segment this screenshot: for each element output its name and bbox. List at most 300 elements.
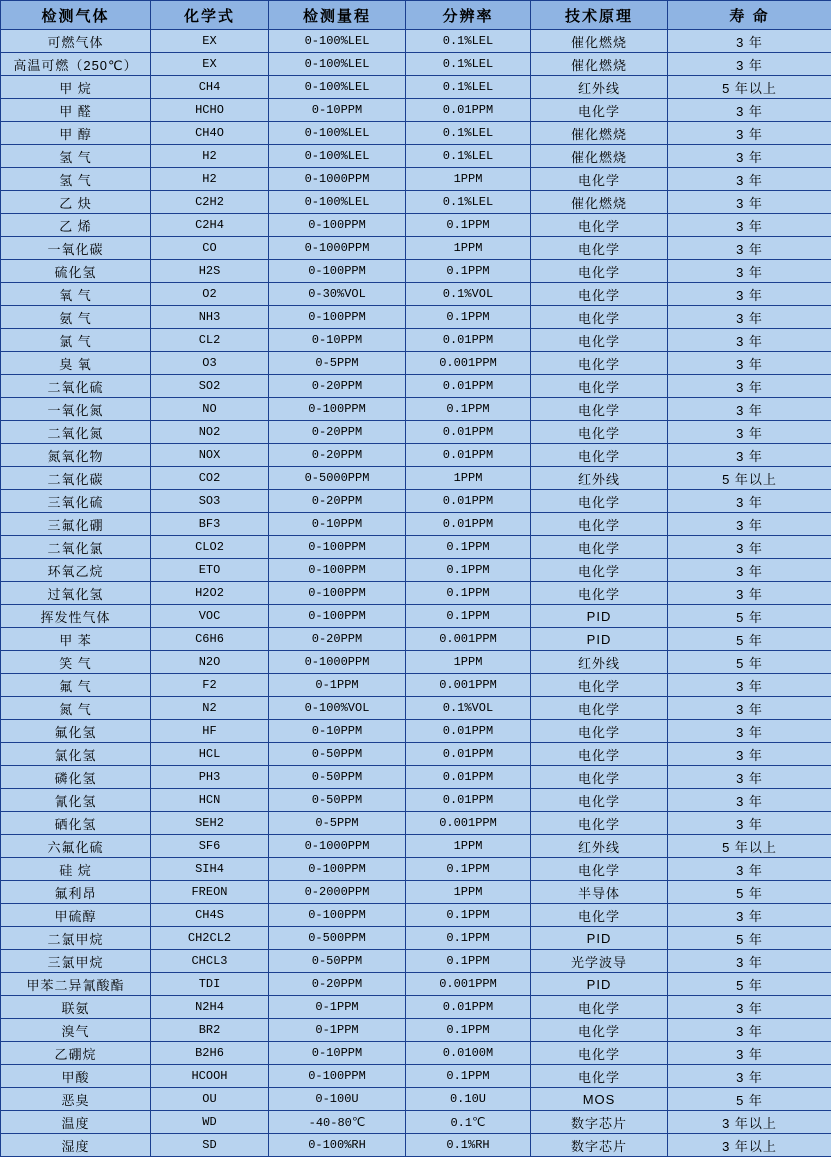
table-cell: HCOOH: [151, 1065, 269, 1088]
table-cell: C2H4: [151, 214, 269, 237]
table-cell: F2: [151, 674, 269, 697]
table-cell: 氢 气: [1, 145, 151, 168]
table-cell: 3 年: [668, 283, 831, 306]
table-cell: 5 年: [668, 927, 831, 950]
table-cell: 乙硼烷: [1, 1042, 151, 1065]
table-cell: 3 年: [668, 444, 831, 467]
table-cell: 3 年: [668, 30, 831, 53]
table-cell: 0-1PPM: [269, 996, 406, 1019]
table-cell: 0-2000PPM: [269, 881, 406, 904]
table-cell: 氧 气: [1, 283, 151, 306]
table-cell: 0-30%VOL: [269, 283, 406, 306]
table-cell: 0-1PPM: [269, 1019, 406, 1042]
table-cell: NH3: [151, 306, 269, 329]
table-cell: 5 年: [668, 605, 831, 628]
table-cell: 0.01PPM: [406, 513, 531, 536]
table-row: [1, 260, 831, 283]
table-cell: 光学波导: [531, 950, 668, 973]
table-cell: 0.1PPM: [406, 559, 531, 582]
table-cell: 0-10PPM: [269, 513, 406, 536]
table-cell: 电化学: [531, 398, 668, 421]
table-cell: 0-100PPM: [269, 214, 406, 237]
table-cell: 硅 烷: [1, 858, 151, 881]
table-cell: 0-10PPM: [269, 720, 406, 743]
table-cell: 0.01PPM: [406, 996, 531, 1019]
table-row: [1, 352, 831, 375]
table-row: [1, 743, 831, 766]
table-cell: CL2: [151, 329, 269, 352]
table-cell: 0-100PPM: [269, 582, 406, 605]
table-row: [1, 145, 831, 168]
table-cell: 氰化氢: [1, 789, 151, 812]
table-row: [1, 789, 831, 812]
table-row: [1, 214, 831, 237]
column-header-resolution: 分辨率: [406, 1, 531, 30]
table-cell: 0-100PPM: [269, 858, 406, 881]
table-cell: 甲酸: [1, 1065, 151, 1088]
table-cell: WD: [151, 1111, 269, 1134]
table-cell: 3 年以上: [668, 1134, 831, 1157]
table-cell: 3 年: [668, 559, 831, 582]
table-cell: 电化学: [531, 237, 668, 260]
table-cell: 电化学: [531, 858, 668, 881]
table-cell: 3 年: [668, 1019, 831, 1042]
table-cell: 氟利昂: [1, 881, 151, 904]
table-cell: 0.1PPM: [406, 1065, 531, 1088]
column-header-gas: 检测气体: [1, 1, 151, 30]
table-cell: 0-100%LEL: [269, 30, 406, 53]
table-cell: 0-1PPM: [269, 674, 406, 697]
table-cell: CO2: [151, 467, 269, 490]
table-row: [1, 306, 831, 329]
table-cell: -40-80℃: [269, 1111, 406, 1134]
table-cell: 0.1%VOL: [406, 283, 531, 306]
table-row: [1, 720, 831, 743]
table-row: [1, 329, 831, 352]
table-cell: 0-1000PPM: [269, 168, 406, 191]
table-cell: 电化学: [531, 260, 668, 283]
table-cell: 氮 气: [1, 697, 151, 720]
table-cell: 0.001PPM: [406, 674, 531, 697]
table-cell: 三氟化硼: [1, 513, 151, 536]
table-cell: 5 年以上: [668, 835, 831, 858]
table-cell: 催化燃烧: [531, 30, 668, 53]
table-cell: MOS: [531, 1088, 668, 1111]
table-cell: 0.1%LEL: [406, 76, 531, 99]
table-cell: 0-20PPM: [269, 490, 406, 513]
table-cell: 0-100PPM: [269, 605, 406, 628]
table-cell: 0.1PPM: [406, 260, 531, 283]
table-cell: PID: [531, 973, 668, 996]
table-cell: 0-20PPM: [269, 628, 406, 651]
table-cell: 0-100PPM: [269, 398, 406, 421]
table-cell: 半导体: [531, 881, 668, 904]
table-cell: CH2CL2: [151, 927, 269, 950]
table-cell: VOC: [151, 605, 269, 628]
table-cell: 0.1PPM: [406, 950, 531, 973]
table-row: [1, 858, 831, 881]
table-cell: 0.10U: [406, 1088, 531, 1111]
table-row: [1, 559, 831, 582]
table-cell: 氯化氢: [1, 743, 151, 766]
table-cell: 0-1000PPM: [269, 651, 406, 674]
table-row: [1, 1065, 831, 1088]
table-row: [1, 99, 831, 122]
table-cell: 0.01PPM: [406, 99, 531, 122]
table-cell: 3 年: [668, 513, 831, 536]
table-cell: 3 年: [668, 996, 831, 1019]
table-cell: 乙 炔: [1, 191, 151, 214]
table-cell: 0-100%LEL: [269, 122, 406, 145]
table-cell: CH4S: [151, 904, 269, 927]
table-cell: 0-100%VOL: [269, 697, 406, 720]
table-cell: 甲 醇: [1, 122, 151, 145]
table-cell: 0-100%LEL: [269, 53, 406, 76]
table-cell: 5 年: [668, 973, 831, 996]
table-cell: EX: [151, 30, 269, 53]
table-row: [1, 513, 831, 536]
table-cell: 0-100U: [269, 1088, 406, 1111]
table-cell: SO3: [151, 490, 269, 513]
table-cell: 三氯甲烷: [1, 950, 151, 973]
table-cell: 数字芯片: [531, 1134, 668, 1157]
table-cell: O2: [151, 283, 269, 306]
table-cell: 3 年: [668, 260, 831, 283]
table-cell: 3 年: [668, 214, 831, 237]
table-row: [1, 421, 831, 444]
table-row: [1, 1019, 831, 1042]
table-cell: 0-100PPM: [269, 260, 406, 283]
table-cell: 电化学: [531, 743, 668, 766]
table-cell: 0.001PPM: [406, 812, 531, 835]
table-cell: 3 年: [668, 812, 831, 835]
table-cell: 电化学: [531, 352, 668, 375]
table-cell: 氮氧化物: [1, 444, 151, 467]
table-cell: SO2: [151, 375, 269, 398]
table-row: [1, 536, 831, 559]
table-cell: 0.001PPM: [406, 628, 531, 651]
table-cell: 臭 氧: [1, 352, 151, 375]
table-cell: 3 年: [668, 306, 831, 329]
table-cell: 电化学: [531, 214, 668, 237]
table-cell: 0-100PPM: [269, 904, 406, 927]
table-cell: 电化学: [531, 812, 668, 835]
table-cell: 氨 气: [1, 306, 151, 329]
table-row: [1, 996, 831, 1019]
table-cell: 0-20PPM: [269, 444, 406, 467]
table-row: [1, 904, 831, 927]
table-row: [1, 122, 831, 145]
table-cell: 3 年: [668, 766, 831, 789]
table-cell: 电化学: [531, 168, 668, 191]
table-cell: 0-100PPM: [269, 559, 406, 582]
table-cell: 3 年: [668, 375, 831, 398]
table-cell: 0-50PPM: [269, 950, 406, 973]
table-cell: 1PPM: [406, 467, 531, 490]
table-cell: 可燃气体: [1, 30, 151, 53]
table-row: [1, 375, 831, 398]
table-row: [1, 444, 831, 467]
table-row: [1, 1134, 831, 1157]
table-row: [1, 76, 831, 99]
table-cell: FREON: [151, 881, 269, 904]
table-cell: PID: [531, 605, 668, 628]
table-cell: 0.01PPM: [406, 329, 531, 352]
table-cell: 催化燃烧: [531, 122, 668, 145]
table-cell: ETO: [151, 559, 269, 582]
table-cell: 0.1%VOL: [406, 697, 531, 720]
table-cell: 5 年: [668, 881, 831, 904]
table-cell: 电化学: [531, 329, 668, 352]
table-cell: 0-20PPM: [269, 421, 406, 444]
table-row: [1, 766, 831, 789]
table-cell: N2O: [151, 651, 269, 674]
table-cell: 二氧化氮: [1, 421, 151, 444]
table-cell: H2: [151, 145, 269, 168]
table-cell: 电化学: [531, 513, 668, 536]
table-cell: 3 年: [668, 789, 831, 812]
table-cell: 1PPM: [406, 237, 531, 260]
table-cell: 0.01PPM: [406, 720, 531, 743]
table-cell: 3 年: [668, 53, 831, 76]
table-cell: 0.1PPM: [406, 398, 531, 421]
table-cell: 3 年: [668, 1042, 831, 1065]
column-header-range: 检测量程: [269, 1, 406, 30]
table-cell: 0.01PPM: [406, 766, 531, 789]
table-cell: 电化学: [531, 536, 668, 559]
table-cell: 0.01PPM: [406, 490, 531, 513]
table-row: [1, 467, 831, 490]
table-cell: OU: [151, 1088, 269, 1111]
table-cell: 电化学: [531, 996, 668, 1019]
table-cell: 0-1000PPM: [269, 237, 406, 260]
table-cell: 0-100%LEL: [269, 76, 406, 99]
table-cell: CLO2: [151, 536, 269, 559]
table-cell: 乙 烯: [1, 214, 151, 237]
table-cell: 氢 气: [1, 168, 151, 191]
table-row: [1, 191, 831, 214]
table-row: [1, 950, 831, 973]
table-cell: H2: [151, 168, 269, 191]
table-cell: 二氯甲烷: [1, 927, 151, 950]
table-cell: 5 年以上: [668, 467, 831, 490]
table-cell: PID: [531, 628, 668, 651]
table-cell: 电化学: [531, 490, 668, 513]
table-cell: 甲硫醇: [1, 904, 151, 927]
table-cell: N2H4: [151, 996, 269, 1019]
table-row: [1, 398, 831, 421]
table-cell: 氯 气: [1, 329, 151, 352]
table-cell: 3 年: [668, 145, 831, 168]
table-cell: 溴气: [1, 1019, 151, 1042]
table-cell: 5 年以上: [668, 76, 831, 99]
table-cell: 0-100%LEL: [269, 145, 406, 168]
table-cell: 3 年: [668, 1065, 831, 1088]
table-cell: 电化学: [531, 1065, 668, 1088]
table-cell: CHCL3: [151, 950, 269, 973]
table-cell: C6H6: [151, 628, 269, 651]
table-cell: 电化学: [531, 283, 668, 306]
table-cell: 0.1PPM: [406, 582, 531, 605]
table-cell: 0.001PPM: [406, 973, 531, 996]
table-row: [1, 1042, 831, 1065]
table-cell: 0.01PPM: [406, 789, 531, 812]
table-cell: 0-10PPM: [269, 329, 406, 352]
table-cell: 3 年: [668, 950, 831, 973]
table-cell: 0-5000PPM: [269, 467, 406, 490]
table-cell: 甲苯二异氰酸酯: [1, 973, 151, 996]
table-cell: 电化学: [531, 306, 668, 329]
table-cell: 3 年: [668, 352, 831, 375]
table-cell: 0.1PPM: [406, 605, 531, 628]
table-cell: 0-100PPM: [269, 306, 406, 329]
table-cell: 数字芯片: [531, 1111, 668, 1134]
table-cell: 电化学: [531, 766, 668, 789]
table-cell: 三氧化硫: [1, 490, 151, 513]
table-cell: H2S: [151, 260, 269, 283]
table-cell: 3 年: [668, 674, 831, 697]
table-row: [1, 1111, 831, 1134]
table-cell: 红外线: [531, 467, 668, 490]
table-cell: 1PPM: [406, 835, 531, 858]
table-cell: 0-100PPM: [269, 536, 406, 559]
table-cell: 3 年: [668, 329, 831, 352]
table-cell: 3 年: [668, 697, 831, 720]
table-row: [1, 53, 831, 76]
table-cell: 催化燃烧: [531, 145, 668, 168]
table-row: [1, 812, 831, 835]
table-cell: 0.1%LEL: [406, 53, 531, 76]
table-cell: 甲 烷: [1, 76, 151, 99]
table-row: [1, 237, 831, 260]
table-cell: 催化燃烧: [531, 191, 668, 214]
table-cell: 0.001PPM: [406, 352, 531, 375]
table-cell: 3 年: [668, 191, 831, 214]
table-cell: 0.1PPM: [406, 214, 531, 237]
table-cell: 0-5PPM: [269, 812, 406, 835]
table-cell: 甲 苯: [1, 628, 151, 651]
table-cell: 电化学: [531, 421, 668, 444]
table-cell: 0.1%LEL: [406, 191, 531, 214]
table-cell: 3 年: [668, 858, 831, 881]
table-cell: BF3: [151, 513, 269, 536]
table-row: [1, 973, 831, 996]
table-cell: 0.1PPM: [406, 1019, 531, 1042]
table-cell: 一氧化氮: [1, 398, 151, 421]
table-cell: 3 年: [668, 720, 831, 743]
table-cell: 氟 气: [1, 674, 151, 697]
table-cell: 二氧化氯: [1, 536, 151, 559]
table-cell: 红外线: [531, 76, 668, 99]
table-cell: 3 年: [668, 168, 831, 191]
table-cell: 二氧化碳: [1, 467, 151, 490]
table-cell: 催化燃烧: [531, 53, 668, 76]
table-cell: 3 年: [668, 398, 831, 421]
table-cell: 二氧化硫: [1, 375, 151, 398]
table-cell: 恶臭: [1, 1088, 151, 1111]
table-cell: 电化学: [531, 904, 668, 927]
table-cell: TDI: [151, 973, 269, 996]
table-cell: 0-100%LEL: [269, 191, 406, 214]
table-cell: 0.1℃: [406, 1111, 531, 1134]
table-cell: 电化学: [531, 559, 668, 582]
table-cell: 0-50PPM: [269, 743, 406, 766]
table-cell: SEH2: [151, 812, 269, 835]
table-cell: 环氧乙烷: [1, 559, 151, 582]
table-row: [1, 582, 831, 605]
table-row: [1, 283, 831, 306]
table-cell: 高温可燃（250℃）: [1, 53, 151, 76]
table-cell: 电化学: [531, 444, 668, 467]
table-cell: SD: [151, 1134, 269, 1157]
table-row: [1, 651, 831, 674]
table-cell: 六氟化硫: [1, 835, 151, 858]
table-cell: EX: [151, 53, 269, 76]
table-cell: 5 年: [668, 651, 831, 674]
table-cell: HCHO: [151, 99, 269, 122]
table-row: [1, 697, 831, 720]
table-row: [1, 674, 831, 697]
table-cell: 磷化氢: [1, 766, 151, 789]
table-cell: 1PPM: [406, 651, 531, 674]
table-cell: 3 年: [668, 490, 831, 513]
table-cell: 0-500PPM: [269, 927, 406, 950]
table-cell: 0-10PPM: [269, 99, 406, 122]
table-body: [1, 30, 831, 1157]
table-cell: 0.0100M: [406, 1042, 531, 1065]
table-cell: 电化学: [531, 375, 668, 398]
table-cell: PH3: [151, 766, 269, 789]
column-header-principle: 技术原理: [531, 1, 668, 30]
table-cell: 电化学: [531, 1019, 668, 1042]
column-header-lifetime: 寿 命: [668, 1, 831, 30]
table-cell: BR2: [151, 1019, 269, 1042]
table-header: [1, 1, 831, 30]
table-cell: 红外线: [531, 835, 668, 858]
table-cell: O3: [151, 352, 269, 375]
table-cell: 氟化氢: [1, 720, 151, 743]
table-cell: 过氧化氢: [1, 582, 151, 605]
table-cell: 0.1%LEL: [406, 30, 531, 53]
table-cell: 挥发性气体: [1, 605, 151, 628]
table-row: [1, 30, 831, 53]
table-cell: 电化学: [531, 99, 668, 122]
table-cell: 电化学: [531, 720, 668, 743]
table-row: [1, 1088, 831, 1111]
table-cell: CH4: [151, 76, 269, 99]
table-cell: NO2: [151, 421, 269, 444]
table-cell: 3 年: [668, 536, 831, 559]
table-cell: 3 年: [668, 122, 831, 145]
table-cell: 0.1PPM: [406, 904, 531, 927]
table-cell: 0.1PPM: [406, 927, 531, 950]
table-cell: 0-1000PPM: [269, 835, 406, 858]
table-cell: 联氨: [1, 996, 151, 1019]
table-cell: HCL: [151, 743, 269, 766]
table-cell: 3 年: [668, 421, 831, 444]
table-cell: 3 年: [668, 99, 831, 122]
table-cell: 电化学: [531, 674, 668, 697]
table-cell: 0.1%LEL: [406, 122, 531, 145]
table-cell: 0.1PPM: [406, 536, 531, 559]
table-cell: 0.1%RH: [406, 1134, 531, 1157]
table-cell: 0.01PPM: [406, 421, 531, 444]
table-cell: 硒化氢: [1, 812, 151, 835]
table-cell: C2H2: [151, 191, 269, 214]
table-cell: 红外线: [531, 651, 668, 674]
table-cell: 硫化氢: [1, 260, 151, 283]
table-cell: 0.01PPM: [406, 743, 531, 766]
